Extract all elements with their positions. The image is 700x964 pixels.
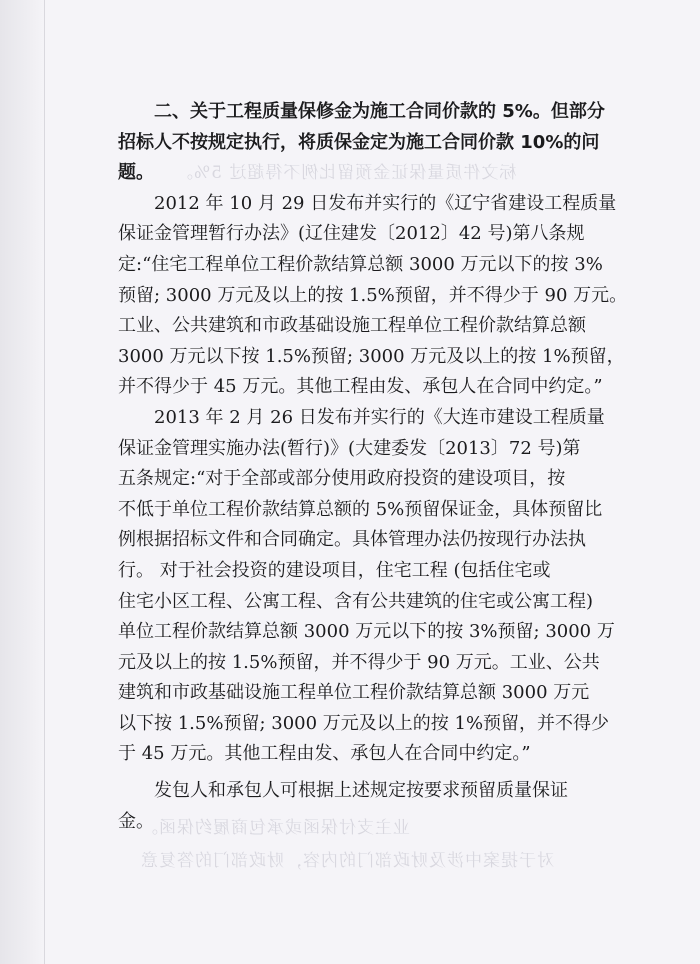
paragraph-line: 住宅小区工程、公寓工程、含有公共建筑的住宅或公寓工程) bbox=[118, 590, 594, 612]
paragraph-line: 金。 bbox=[118, 810, 154, 832]
paragraph-conclusion bbox=[118, 776, 596, 837]
bleed-through-text-3: 对于提案中涉及财政部门的内容，财政部门的答复意 bbox=[140, 851, 554, 871]
paragraph-line: 2012 年 10 月 29 日发布并实行的《辽宁省建设工程质量 bbox=[154, 192, 617, 214]
document-body bbox=[118, 97, 628, 837]
binding-edge-line bbox=[44, 0, 45, 964]
paragraph-dalian-regulation bbox=[118, 403, 615, 770]
paragraph-line: 并不得少于 45 万元。其他工程由发、承包人在合同中约定。” bbox=[118, 376, 603, 398]
heading-line: 二、关于工程质量保修金为施工合同价款的 5%。但部分 bbox=[154, 101, 605, 122]
paragraph-line: 以下按 1.5%预留; 3000 万元及以上的按 1%预留，并不得少 bbox=[118, 712, 610, 734]
paragraph-line: 2013 年 2 月 26 日发布并实行的《大连市建设工程质量 bbox=[154, 406, 605, 428]
paragraph-line: 保证金管理暂行办法》(辽住建发〔2012〕42 号)第八条规 bbox=[118, 223, 585, 245]
heading-line: 招标人不按规定执行，将质保金定为施工合同价款 10%的问 bbox=[118, 131, 600, 153]
paragraph-line: 工业、公共建筑和市政基础设施工程单位工程价款结算总额 bbox=[118, 315, 586, 337]
paragraph-liaoning-regulation bbox=[118, 189, 628, 403]
bleed-through-text-2: 业主支付保函或承包商履约保函。 bbox=[140, 818, 410, 838]
paragraph-line: 单位工程价款结算总额 3000 万元以下的按 3%预留; 3000 万 bbox=[118, 621, 615, 643]
paragraph-line: 保证金管理实施办法(暂行)》(大建委发〔2013〕72 号)第 bbox=[118, 437, 581, 459]
paragraph-line: 元及以上的按 1.5%预留，并不得少于 90 万元。工业、公共 bbox=[118, 651, 600, 673]
paragraph-line: 建筑和市政基础设施工程单位工程价款结算总额 3000 万元 bbox=[118, 682, 590, 704]
paragraph-line: 例根据招标文件和合同确定。具体管理办法仍按现行办法执 bbox=[118, 529, 586, 551]
bleed-through-text-1: 标文件质量保证金预留比例不得超过 5%。 bbox=[175, 163, 517, 183]
paragraph-line: 五条规定:“对于全部或部分使用政府投资的建设项目，按 bbox=[118, 468, 566, 490]
paragraph-line: 定:“住宅工程单位工程价款结算总额 3000 万元以下的按 3% bbox=[118, 253, 603, 275]
paragraph-line: 于 45 万元。其他工程由发、承包人在合同中约定。” bbox=[118, 743, 531, 765]
paragraph-line: 行。 对于社会投资的建设项目，住宅工程 (包括住宅或 bbox=[118, 559, 551, 581]
paragraph-line: 3000 万元以下按 1.5%预留; 3000 万元及以上的按 1%预留， bbox=[118, 345, 625, 367]
binding-edge-shadow bbox=[0, 0, 46, 964]
paragraph-line: 发包人和承包人可根据上述规定按要求预留质量保证 bbox=[154, 780, 568, 802]
section-heading bbox=[118, 97, 605, 189]
paragraph-line: 不低于单位工程价款结算总额的 5%预留保证金，具体预留比 bbox=[118, 498, 603, 520]
heading-line: 题。 bbox=[118, 162, 154, 184]
paragraph-line: 预留; 3000 万元及以上的按 1.5%预留，并不得少于 90 万元。 bbox=[118, 284, 628, 306]
